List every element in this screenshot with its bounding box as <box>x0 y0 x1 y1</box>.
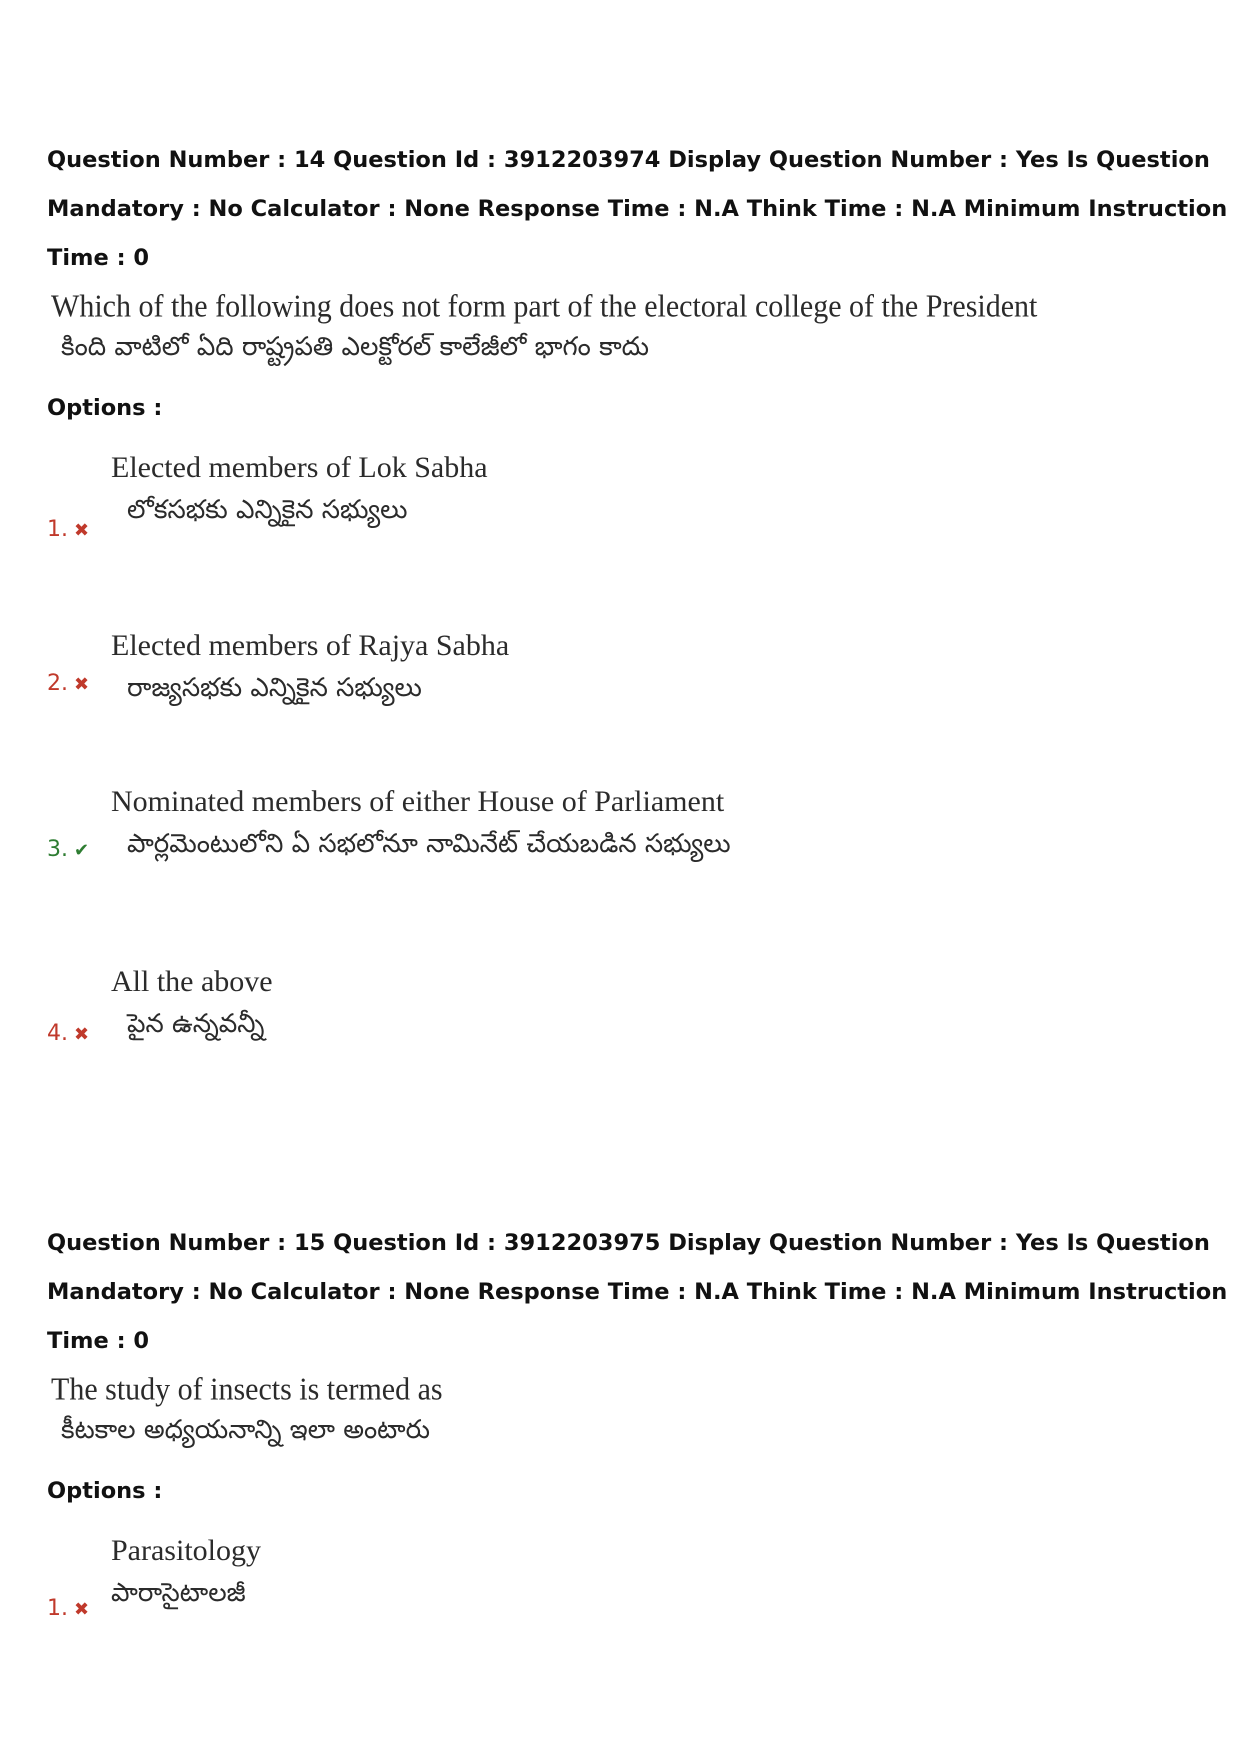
meta-line: Question Number : 14 Question Id : 3912203974 Display Question Number : Yes Is Question <box>47 147 1210 173</box>
question-meta <box>47 1219 1228 1366</box>
options-label: Options : <box>47 395 163 421</box>
meta-line: Time : 0 <box>47 245 150 271</box>
cross-icon: ✖ <box>74 1024 90 1045</box>
question-text-telugu: కింది వాటిలో ఏది రాష్ట్రపతి ఎలక్టోరల్ కాలేజీలో భాగం కాదు <box>61 332 649 362</box>
option-text-telugu: పైన ఉన్నవన్నీ <box>127 1009 265 1039</box>
cross-icon: ✖ <box>74 1599 90 1620</box>
option-text-english: Elected members of Lok Sabha <box>111 451 488 484</box>
question-text-english: The study of insects is termed as <box>51 1372 443 1407</box>
option-3[interactable] <box>47 781 1217 959</box>
option-text-telugu: పార్లమెంటులోని ఏ సభలోనూ నామినేట్ చేయబడిన సభ్యులు <box>127 829 731 859</box>
option-2[interactable] <box>47 625 1217 803</box>
check-icon: ✔ <box>74 840 90 861</box>
option-text-english: Elected members of Rajya Sabha <box>111 629 510 662</box>
option-number <box>47 517 89 544</box>
option-number <box>47 671 89 698</box>
cross-icon: ✖ <box>74 520 90 541</box>
option-number-label: 2. <box>47 671 68 696</box>
option-body <box>111 781 731 865</box>
question-text-telugu: కీటకాల అధ్యయనాన్ని ఇలా అంటారు <box>61 1415 431 1445</box>
question-text <box>51 287 1217 367</box>
option-body <box>111 447 488 531</box>
option-body <box>111 961 273 1045</box>
option-body <box>111 1530 261 1614</box>
option-1[interactable] <box>47 447 1217 625</box>
meta-line: Time : 0 <box>47 1328 150 1354</box>
cross-icon: ✖ <box>74 674 90 695</box>
option-number-label: 3. <box>47 837 68 862</box>
question-text-english: Which of the following does not form part of the electoral college of the President <box>51 289 1038 324</box>
option-1[interactable] <box>47 1530 1217 1650</box>
option-text-english: All the above <box>111 965 273 998</box>
meta-line: Mandatory : No Calculator : None Response Time : N.A Think Time : N.A Minimum Instruction <box>47 196 1228 222</box>
option-number <box>47 837 89 864</box>
options-label: Options : <box>47 1478 163 1504</box>
option-number <box>47 1596 89 1623</box>
question-text <box>51 1370 1217 1450</box>
option-number-label: 1. <box>47 517 68 542</box>
option-number-label: 1. <box>47 1596 68 1621</box>
meta-line: Mandatory : No Calculator : None Response Time : N.A Think Time : N.A Minimum Instruction <box>47 1279 1228 1305</box>
option-number <box>47 1021 89 1048</box>
option-text-english: Parasitology <box>111 1534 261 1567</box>
option-4[interactable] <box>47 961 1217 1139</box>
option-number-label: 4. <box>47 1021 68 1046</box>
option-text-telugu: పారాసైటాలజీ <box>111 1578 246 1608</box>
option-text-english: Nominated members of either House of Parliament <box>111 785 725 818</box>
question-15 <box>47 1219 1228 1650</box>
question-14 <box>47 136 1228 1139</box>
option-body <box>111 625 509 709</box>
option-text-telugu: లోకసభకు ఎన్నికైన సభ్యులు <box>127 495 408 525</box>
meta-line: Question Number : 15 Question Id : 3912203975 Display Question Number : Yes Is Question <box>47 1230 1210 1256</box>
question-meta <box>47 136 1228 283</box>
option-text-telugu: రాజ్యసభకు ఎన్నికైన సభ్యులు <box>127 673 422 703</box>
